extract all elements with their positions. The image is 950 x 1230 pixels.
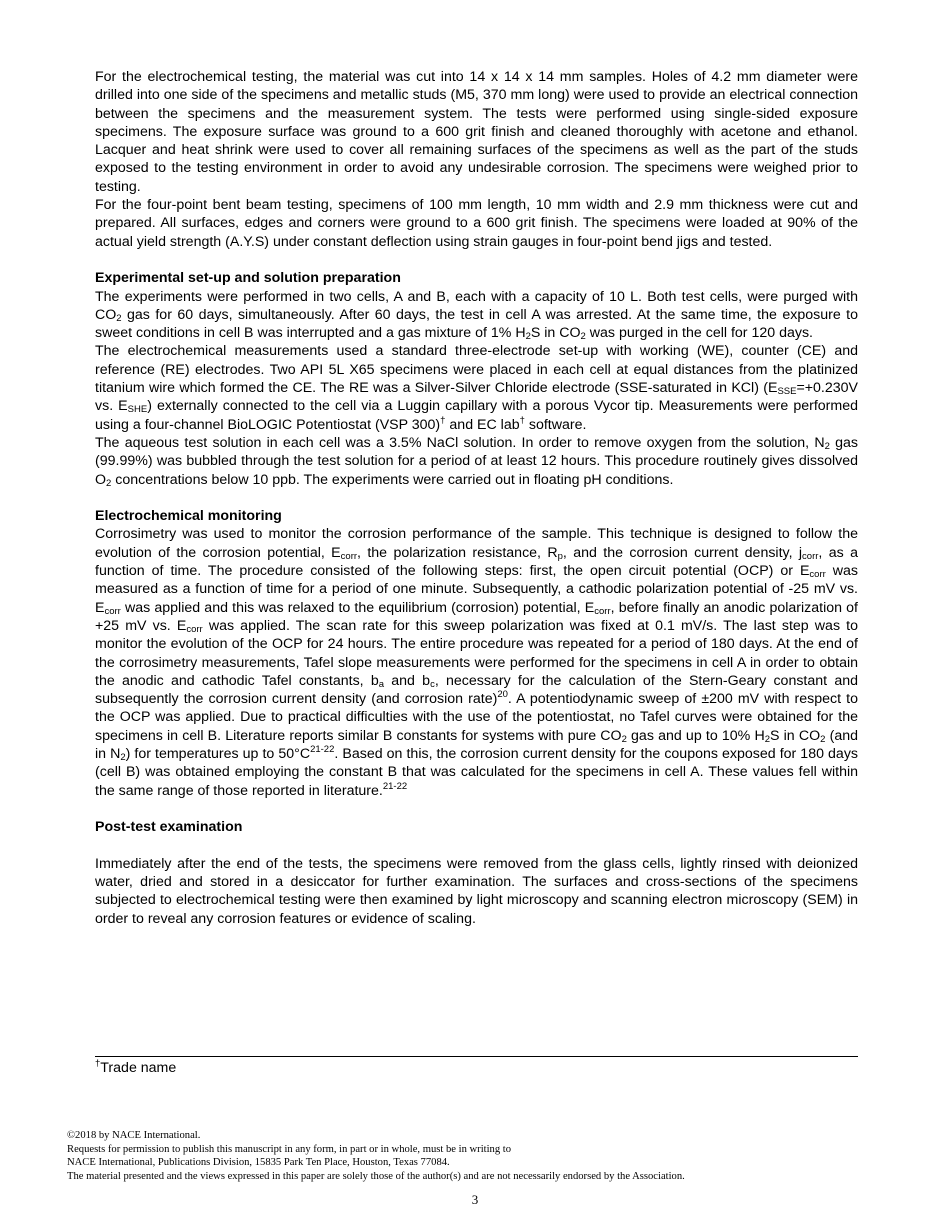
copyright-line: Requests for permission to publish this manuscript in any form, in part or in whole, must be in writing to xyxy=(67,1143,512,1155)
paper-body xyxy=(95,68,858,928)
heading-posttest: Post-test examination xyxy=(95,819,243,836)
copyright-notice xyxy=(67,1129,887,1183)
paragraph-setup-solution: The aqueous test solution in each cell was a 3.5% NaCl solution. In order to remove oxygen from the solution, $N_2$ gas (99.99%) was bubbled through the test solution for a period of at least 12 hours. This procedure routinely gives dissolved $O_2$ concentrations below 10 ppb. The experiments were carried out in floating pH conditions. xyxy=(95,434,858,489)
footnote-divider xyxy=(95,1056,858,1057)
footnote: †Trade name xyxy=(95,1058,177,1076)
paragraph-posttest: Immediately after the end of the tests, the specimens were removed from the glass cells, lightly rinsed with deionized water, dried and stored in a desiccator for further examination. The surfaces and cross-sections of the specimens subjected to electrochemical testing were then examined by light microscopy and scanning electron microscopy (SEM) in order to reveal any corrosion features or evidence of scaling. xyxy=(95,855,858,927)
copyright-line: NACE International, Publications Division, 15835 Park Ten Place, Houston, Texas 77084. xyxy=(67,1157,450,1169)
heading-setup: Experimental set-up and solution preparation xyxy=(95,270,401,287)
copyright-line: The material presented and the views expressed in this paper are solely those of the author(s) and are not necessarily endorsed by the Association. xyxy=(67,1170,685,1182)
paragraph-monitoring: Corrosimetry was used to monitor the corrosion performance of the sample. This technique is designed to follow the evolution of the corrosion potential, $E_{corr}$, the polarization resistance, $R_p$, and the corrosion current density, $j_{corr}$, as a function of time. The procedure consisted of the following steps: first, the open circuit potential (OCP) or $E_{corr}$ was measured as a function of time for a period of one minute. Subsequently, a cathodic polarization potential of -25 mV vs. $E_{corr}$ was applied and this was relaxed to the equilibrium (corrosion) potential, $E_{corr}$, before finally an anodic polarization of +25 mV vs. $E_{corr}$ was applied. The scan rate for this sweep polarization was fixed at 0.1 mV/s. The last step was to monitor the evolution of the OCP for 24 hours. The entire procedure was repeated for a period of 180 days. At the end of the corrosimetry measurements, Tafel slope measurements were performed for the specimens in cell A in order to obtain the anodic and cathodic Tafel constants, $b_a$ and $b_c$, necessary for the calculation of the Stern-Geary constant and subsequently the corrosion current density (and corrosion rate)$^{20}$. A potentiodynamic sweep of ±200 mV with respect to the OCP was applied. Due to practical difficulties with the use of the potentiostat, no Tafel curves were obtained for the specimens in cell B. Literature reports similar B constants for systems with pure $CO_2$ gas and up to 10% $H_2S$ in $CO_2$ (and in $N_2$) for temperatures up to $50^\circ C^{21-22}$. Based on this, the corrosion current density for the coupons exposed for 180 days (cell B) was obtained employing the constant B that was calculated for the specimens in cell A. These values fell within the same range of those reported in literature.$^{21-22}$ xyxy=(95,526,859,799)
copyright-line: ©2018 by NACE International. xyxy=(67,1130,201,1141)
paragraph-setup-cells: The experiments were performed in two cells, A and B, each with a capacity of 10 L. Both test cells, were purged with $CO_2$ gas for 60 days, simultaneously. After 60 days, the test in cell A was arrested. At the same time, the exposure to sweet conditions in cell B was interrupted and a gas mixture of 1% $H_2S$ in $CO_2$ was purged in the cell for 120 days. xyxy=(95,288,858,343)
paragraph-setup-electrodes: The electrochemical measurements used a standard three-electrode set-up with working (WE), counter (CE) and reference (RE) electrodes. Two API 5L X65 specimens were placed in each cell at equal distances from the platinized titanium wire which formed the CE. The RE was a Silver-Silver Chloride electrode (SSE-saturated in KCl) ($E_{SSE}=+0.230V$ vs. $E_{SHE}$) externally connected to the cell via a Luggin capillary with a porous Vycor tip. Measurements were performed using a four-channel BioLOGIC Potentiostat (VSP 300)† and EC lab† software. xyxy=(95,343,858,433)
paragraph-bent-beam: For the four-point bent beam testing, specimens of 100 mm length, 10 mm width and 2.9 mm thickness were cut and prepared. All surfaces, edges and corners were ground to a 600 grit finish. The specimens were loaded at 90% of the actual yield strength (A.Y.S) under constant deflection using strain gauges in four-point bend jigs and tested. xyxy=(95,197,858,250)
page-number: 3 xyxy=(471,1192,479,1207)
heading-monitoring: Electrochemical monitoring xyxy=(95,508,282,525)
paragraph-specimen-prep: For the electrochemical testing, the material was cut into 14 x 14 x 14 mm samples. Holes of 4.2 mm diameter were drilled into one side of the specimens and metallic studs (M5, 370 mm long) were used to provide an electrical connection between the specimens and the measurement system. The tests were performed using single-sided exposure specimens. The exposure surface was ground to a 600 grit finish and cleaned thoroughly with acetone and ethanol. Lacquer and heat shrink were used to cover all remaining surfaces of the specimens as well as the part of the studs exposed to the testing environment in order to avoid any undesirable corrosion. The specimens were weighed prior to testing. xyxy=(95,69,858,195)
